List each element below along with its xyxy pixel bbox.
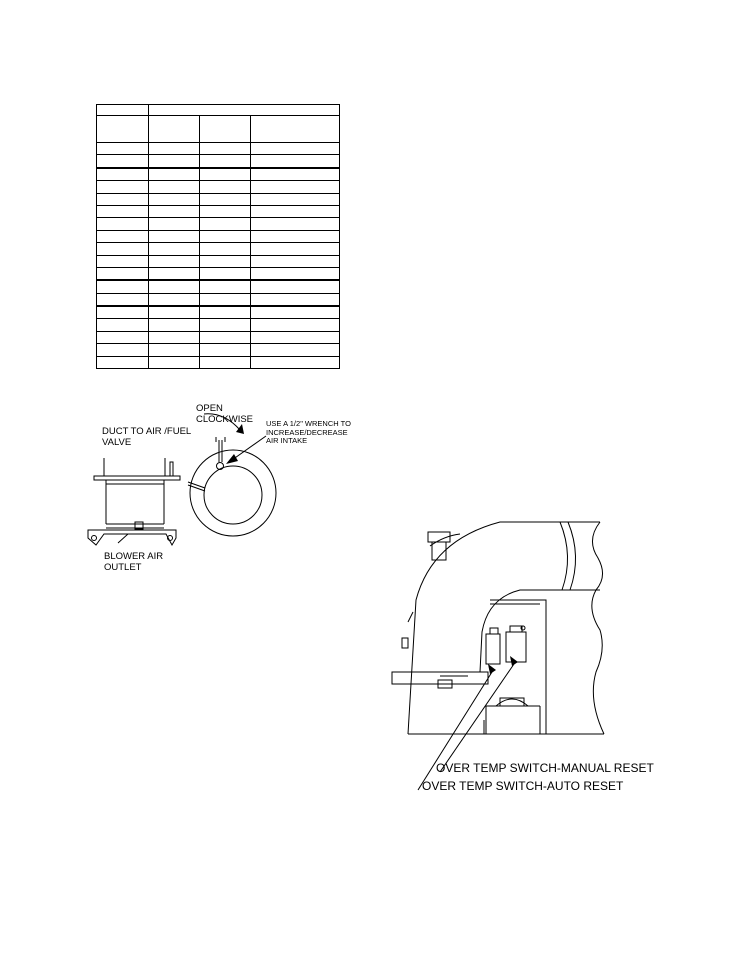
open-clockwise-label: OPEN CLOCKWISE (196, 403, 254, 425)
auto-reset-label: OVER TEMP SWITCH-AUTO RESET (422, 779, 624, 793)
duct-label: DUCT TO AIR /FUEL VALVE (102, 426, 191, 448)
wrench-label: USE A 1/2" WRENCH TO INCREASE/DECREASE AIR INTAKE (266, 419, 351, 445)
blower-label: BLOWER AIR OUTLET (104, 551, 164, 573)
manual-reset-label: OVER TEMP SWITCH-MANUAL RESET (436, 761, 654, 775)
